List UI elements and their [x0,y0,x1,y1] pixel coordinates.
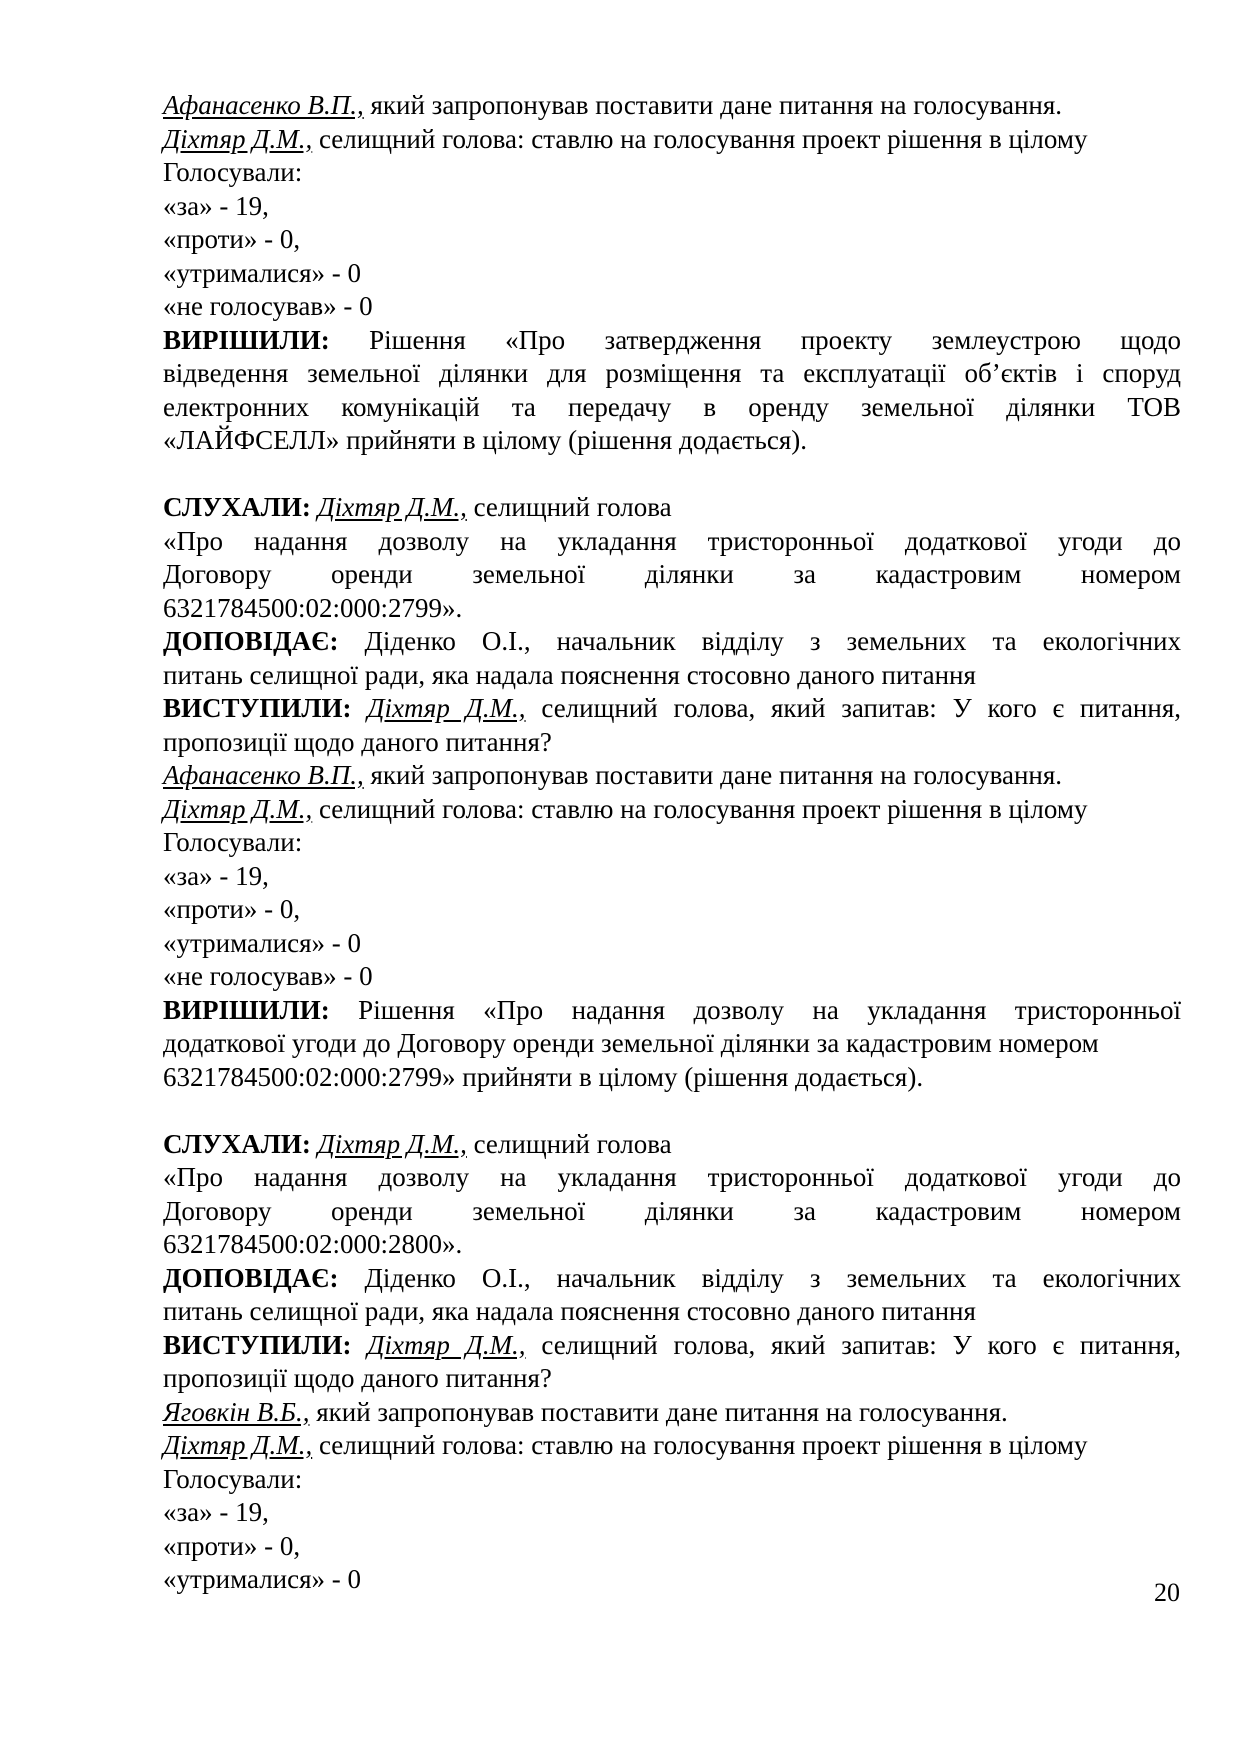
line-text: Голосували: [163,1463,303,1494]
text-line [163,223,1181,257]
text-line [163,1329,1181,1363]
line-text: селищний голова: ставлю на голосування проект рішення в цілому [312,1430,1088,1460]
text-line [163,994,1181,1028]
speaker-name: Діхтяр Д.М., [163,123,313,154]
text-line [163,726,1181,760]
text-line [163,1362,1181,1396]
line-text: «проти» - 0, [163,894,301,924]
line-text: який запропонував поставити дане питання на голосування. [363,90,1063,120]
line-text: «Про надання дозволу на укладання тристоронньої додаткової угоди до [163,525,1181,556]
line-text: селищний голова [466,1128,672,1159]
line-text: відведення земельної ділянки для розміщення та експлуатації об’єктів і споруд [163,358,1181,388]
text-line [163,893,1181,927]
line-text: «за» - 19, [163,860,269,891]
text-line [163,257,1181,291]
line-text: «за» - 19, [163,1497,269,1527]
text-line [163,525,1181,559]
line-text: 6321784500:02:000:2799». [163,592,463,623]
text-line [163,960,1181,994]
line-text: селищний голова: ставлю на голосування проект рішення в цілому [312,123,1088,154]
text-line [163,190,1181,224]
line-text: який запропонував поставити дане питання на голосування. [363,760,1063,790]
text-line [163,558,1181,592]
text-line [163,1396,1181,1430]
text-line [163,156,1181,190]
line-text: додаткової угоди до Договору оренди земельної ділянки за кадастровим номером [163,1028,1099,1058]
line-text: Діденко О.І., начальник відділу з земельних та екологічних [338,626,1181,656]
text-line [163,927,1181,961]
speaker-name: Діхтяр Д.М., [163,1430,313,1460]
section-label: ВИРІШИЛИ: [163,324,330,355]
line-text: Голосували: [163,827,303,857]
text-line [163,1530,1181,1564]
text-line [163,123,1181,157]
line-text: селищний голова, який запитав: У кого є питання, [525,693,1182,723]
line-text: який запропонував поставити дане питання на голосування. [309,1396,1008,1427]
text-line [163,290,1181,324]
section-label: ВИСТУПИЛИ: [163,1329,352,1360]
text-line [163,592,1181,626]
line-text: 6321784500:02:000:2800». [163,1229,463,1259]
speaker-name: Діхтяр Д.М., [367,1329,526,1360]
text-line [163,793,1181,827]
text-line [163,324,1181,358]
speaker-name: Яговкін В.Б., [163,1396,310,1427]
line-text: Рішення «Про надання дозволу на укладання тристоронньої [329,994,1181,1025]
section-label: ВИСТУПИЛИ: [163,693,352,723]
line-text: пропозиції щодо даного питання? [163,726,552,757]
line-text: Рішення «Про затвердження проекту землеустрою щодо [329,324,1181,355]
text-line [163,860,1181,894]
text-line [163,659,1181,693]
text-line [163,1262,1181,1296]
line-text: 6321784500:02:000:2799» прийняти в цілому (рішення додається). [163,1061,924,1092]
line-text: Договору оренди земельної ділянки за кадастровим номером [163,1195,1181,1226]
speaker-name: Діхтяр Д.М., [367,693,526,723]
line-text: питань селищної ради, яка надала пояснення стосовно даного питання [163,659,976,690]
text-line [163,1496,1181,1530]
speaker-name: Діхтяр Д.М., [163,793,313,824]
paragraph-gap [163,1094,1181,1128]
minutes-content [163,89,1181,1597]
text-line [163,89,1181,123]
text-line [163,1161,1181,1195]
line-text: «за» - 19, [163,190,269,221]
section-label: СЛУХАЛИ: [163,492,311,522]
text-line [163,1228,1181,1262]
text-line [163,1295,1181,1329]
text-line [163,625,1181,659]
section-label: ДОПОВІДАЄ: [163,1262,339,1293]
line-text: селищний голова [466,492,672,522]
text-line [163,759,1181,793]
line-text: Голосували: [163,157,303,187]
text-line [163,1027,1181,1061]
line-text: селищний голова: ставлю на голосування проект рішення в цілому [312,793,1088,824]
text-line [163,1429,1181,1463]
line-text: «не голосував» - 0 [163,961,373,991]
speaker-name: Діхтяр Д.М., [317,492,467,522]
line-text: «проти» - 0, [163,224,301,254]
text-line [163,1128,1181,1162]
line-text: «ЛАЙФСЕЛЛ» прийняти в цілому (рішення додається). [163,425,807,455]
text-line [163,491,1181,525]
text-line [163,1195,1181,1229]
line-text: селищний голова, який запитав: У кого є питання, [525,1329,1182,1360]
page-number: 20 [1154,1578,1180,1607]
text-line [163,357,1181,391]
paragraph-gap [163,458,1181,492]
text-line [163,424,1181,458]
line-text: Діденко О.І., начальник відділу з земельних та екологічних [338,1262,1181,1293]
text-line [163,391,1181,425]
line-text: електронних комунікацій та передачу в оренду земельної ділянки ТОВ [163,391,1181,422]
text-line [163,692,1181,726]
line-text: «утрималися» - 0 [163,1564,362,1594]
line-text: пропозиції щодо даного питання? [163,1363,552,1393]
line-text: Договору оренди земельної ділянки за кадастровим номером [163,559,1181,589]
text-line [163,1061,1181,1095]
text-line [163,1563,1181,1597]
section-label: ДОПОВІДАЄ: [163,626,339,656]
line-text: питань селищної ради, яка надала пояснення стосовно даного питання [163,1296,976,1326]
speaker-name: Афанасенко В.П., [163,760,364,790]
speaker-name: Афанасенко В.П., [163,90,364,120]
line-text: «Про надання дозволу на укладання тристоронньої додаткової угоди до [163,1162,1181,1192]
section-label: СЛУХАЛИ: [163,1128,311,1159]
text-line [163,826,1181,860]
line-text: «утрималися» - 0 [163,927,362,958]
line-text: «не голосував» - 0 [163,291,373,321]
section-label: ВИРІШИЛИ: [163,994,330,1025]
text-line [163,1463,1181,1497]
speaker-name: Діхтяр Д.М., [317,1128,467,1159]
line-text: «проти» - 0, [163,1530,301,1561]
line-text: «утрималися» - 0 [163,257,362,288]
